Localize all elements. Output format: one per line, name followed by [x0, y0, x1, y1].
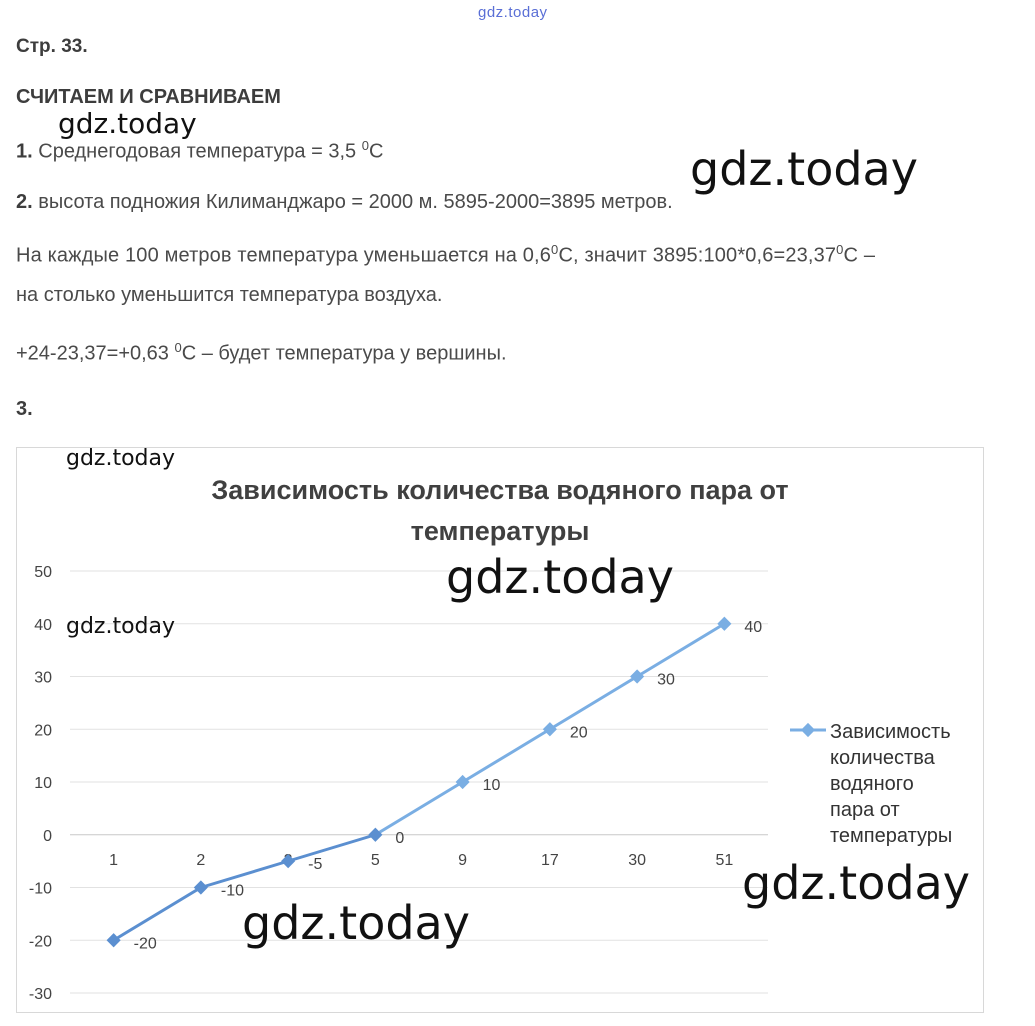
- legend: [790, 721, 952, 847]
- chart-title-line-2: температуры: [410, 516, 590, 546]
- data-point: [194, 880, 208, 894]
- task-1-number: 1.: [16, 140, 33, 163]
- x-tick-label: 5: [370, 851, 380, 869]
- task-2-paragraph-1-line-2: на столько уменьшится температура воздуха.: [16, 284, 443, 306]
- header-watermark: gdz.today: [478, 4, 548, 21]
- series-segment: [114, 888, 201, 941]
- text-part: С –: [843, 244, 876, 267]
- data-label: -20: [133, 935, 157, 953]
- watermark: gdz.today: [242, 896, 470, 950]
- x-axis-ticks: [109, 852, 733, 869]
- data-label: 40: [744, 618, 763, 636]
- task-1-text: Среднегодовая температура = 3,5: [38, 140, 357, 163]
- legend-line-4: пара от: [830, 799, 900, 821]
- x-tick-label: 51: [715, 851, 734, 869]
- legend-marker: [801, 723, 815, 737]
- data-label: 0: [395, 829, 405, 847]
- y-tick-label: 30: [34, 669, 52, 687]
- x-tick-label: 9: [458, 851, 468, 869]
- y-tick-label: 0: [43, 827, 52, 845]
- watermark: gdz.today: [690, 142, 918, 196]
- series-segment: [288, 835, 375, 861]
- text-part: С, значит 3895:100*0,6=23,37: [558, 244, 837, 267]
- watermark: gdz.today: [58, 107, 197, 140]
- degree-mark: 0: [836, 242, 844, 257]
- series-segment: [201, 861, 288, 887]
- data-label: 20: [569, 724, 588, 742]
- y-tick-label: -20: [28, 933, 52, 951]
- page-number: Стр. 33.: [16, 36, 88, 57]
- legend-line-2: количества: [830, 747, 935, 769]
- watermark: gdz.today: [446, 550, 674, 604]
- data-point: [630, 669, 644, 683]
- degree-mark: 0: [174, 340, 182, 355]
- task-2-number: 2.: [16, 191, 33, 213]
- y-tick-label: 50: [34, 564, 52, 581]
- data-label: -5: [308, 856, 323, 874]
- data-label: 10: [482, 777, 501, 794]
- series-segment: [550, 677, 637, 730]
- task-2-text: высота подножия Килиманджаро = 2000 м. 5895-2000=3895 метров.: [38, 191, 673, 213]
- x-tick-label: 30: [628, 851, 647, 869]
- legend-line-5: температуры: [830, 825, 953, 847]
- y-tick-label: 20: [34, 722, 52, 740]
- y-tick-label: -10: [28, 880, 52, 898]
- legend-line-3: водяного: [830, 773, 914, 795]
- data-point: [368, 828, 382, 842]
- data-label: 30: [657, 671, 675, 689]
- series-segment: [375, 782, 462, 835]
- text-part: На каждые 100 метров температура уменьшается на 0,6: [16, 244, 552, 267]
- x-tick-label: 1: [109, 851, 119, 869]
- data-point: [717, 617, 731, 631]
- task-3-number: 3.: [16, 398, 33, 420]
- degree-mark: 0: [551, 242, 559, 257]
- degree-mark: 0: [361, 138, 369, 153]
- series-segment: [463, 729, 550, 782]
- series-segment: [637, 624, 724, 677]
- legend-line-1: Зависимость: [830, 721, 951, 743]
- y-tick-label: 10: [34, 775, 52, 792]
- watermark: gdz.today: [66, 446, 176, 471]
- chart-title-line-1: Зависимость количества водяного пара от: [211, 475, 789, 505]
- watermark: gdz.today: [66, 614, 176, 639]
- data-label: -10: [220, 882, 244, 900]
- x-tick-label: 17: [540, 851, 559, 869]
- watermark: gdz.today: [742, 856, 970, 910]
- y-tick-label: -30: [28, 986, 52, 1003]
- data-point: [456, 775, 470, 789]
- section-title: СЧИТАЕМ И СРАВНИВАЕМ: [16, 86, 281, 108]
- y-axis-ticks: [29, 564, 52, 1003]
- text-part: +24-23,37=+0,63: [16, 342, 169, 365]
- unit: С: [368, 140, 384, 163]
- y-tick-label: 40: [34, 616, 52, 634]
- data-point: [543, 722, 557, 736]
- data-point: [107, 933, 121, 947]
- text-part: С – будет температура у вершины.: [181, 342, 507, 365]
- x-tick-label: 2: [196, 851, 206, 869]
